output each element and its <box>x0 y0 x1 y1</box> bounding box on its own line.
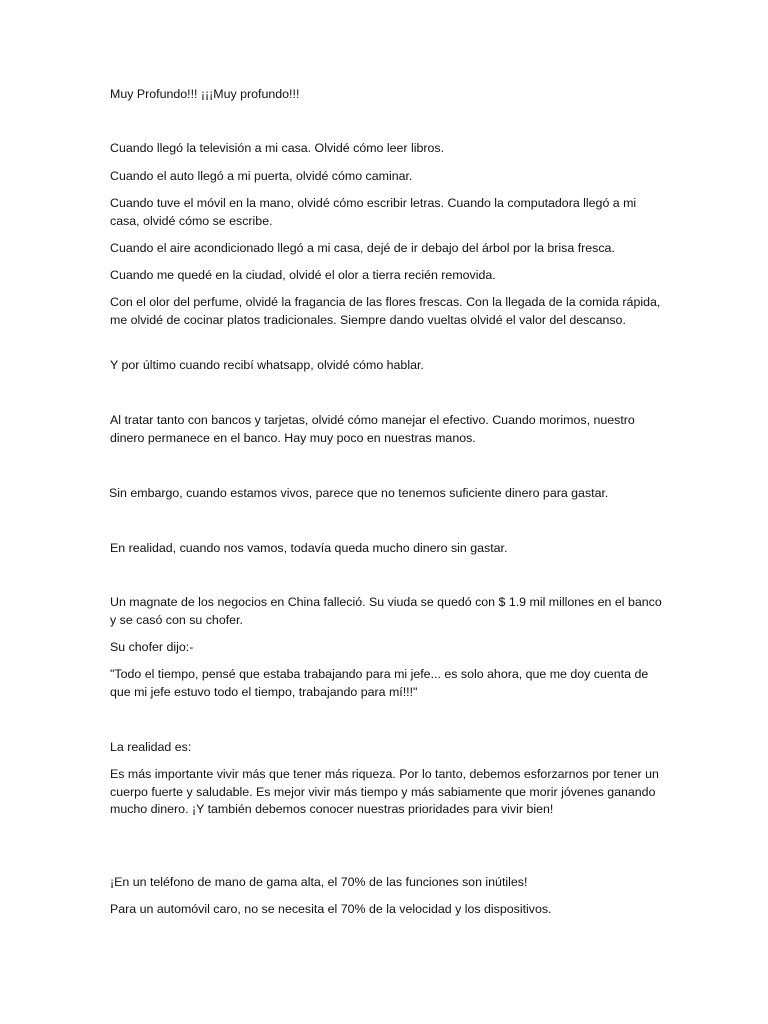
paragraph: Cuando me quedé en la ciudad, olvidé el olor a tierra recién removida. <box>110 268 496 282</box>
paragraph: Para un automóvil caro, no se necesita el 70% de la velocidad y los dispositivos. <box>110 902 552 916</box>
paragraph: Cuando el auto llegó a mi puerta, olvidé cómo caminar. <box>110 169 413 183</box>
paragraph: Con el olor del perfume, olvidé la fragancia de las flores frescas. Con la llegada de la comida rápida, me olvidé de cocinar platos tradicionales. Siempre dando vueltas olvidé el valor del descanso. <box>110 295 661 327</box>
paragraph: ¡En un teléfono de mano de gama alta, el 70% de las funciones son inútiles! <box>110 875 528 889</box>
paragraph: Al tratar tanto con bancos y tarjetas, olvidé cómo manejar el efectivo. Cuando morimos, nuestro dinero permanece en el banco. Hay muy poco en nuestras manos. <box>110 413 635 445</box>
paragraph: Su chofer dijo:- <box>110 640 194 654</box>
paragraph: Cuando llegó la televisión a mi casa. Olvidé cómo leer libros. <box>110 141 445 155</box>
paragraph: Cuando tuve el móvil en la mano, olvidé cómo escribir letras. Cuando la computadora llegó a mi casa, olvidé cómo se escribe. <box>110 196 637 228</box>
paragraph: La realidad es: <box>110 740 192 754</box>
paragraph: Y por último cuando recibí whatsapp, olvidé cómo hablar. <box>110 358 424 372</box>
quote-paragraph: "Todo el tiempo, pensé que estaba trabajando para mi jefe... es solo ahora, que me doy cuenta de que mi jefe estuvo todo el tiempo, trabajando para mí!!!" <box>110 667 649 699</box>
document-title: Muy Profundo!!! ¡¡¡Muy profundo!!! <box>110 87 300 101</box>
paragraph: Sin embargo, cuando estamos vivos, parece que no tenemos suficiente dinero para gastar. <box>109 486 609 500</box>
paragraph: En realidad, cuando nos vamos, todavía queda mucho dinero sin gastar. <box>110 541 508 555</box>
paragraph: Un magnate de los negocios en China falleció. Su viuda se quedó con $ 1.9 mil millones en el banco y se casó con su chofer. <box>110 595 662 627</box>
paragraph: Cuando el aire acondicionado llegó a mi casa, dejé de ir debajo del árbol por la brisa fresca. <box>110 241 615 255</box>
paragraph: Es más importante vivir más que tener más riqueza. Por lo tanto, debemos esforzarnos por tener un cuerpo fuerte y saludable. Es mejor vivir más tiempo y más sabiamente que morir jóvenes ganando mucho dinero. ¡Y también debemos conocer nuestras prioridades para vivir bien! <box>110 767 659 817</box>
